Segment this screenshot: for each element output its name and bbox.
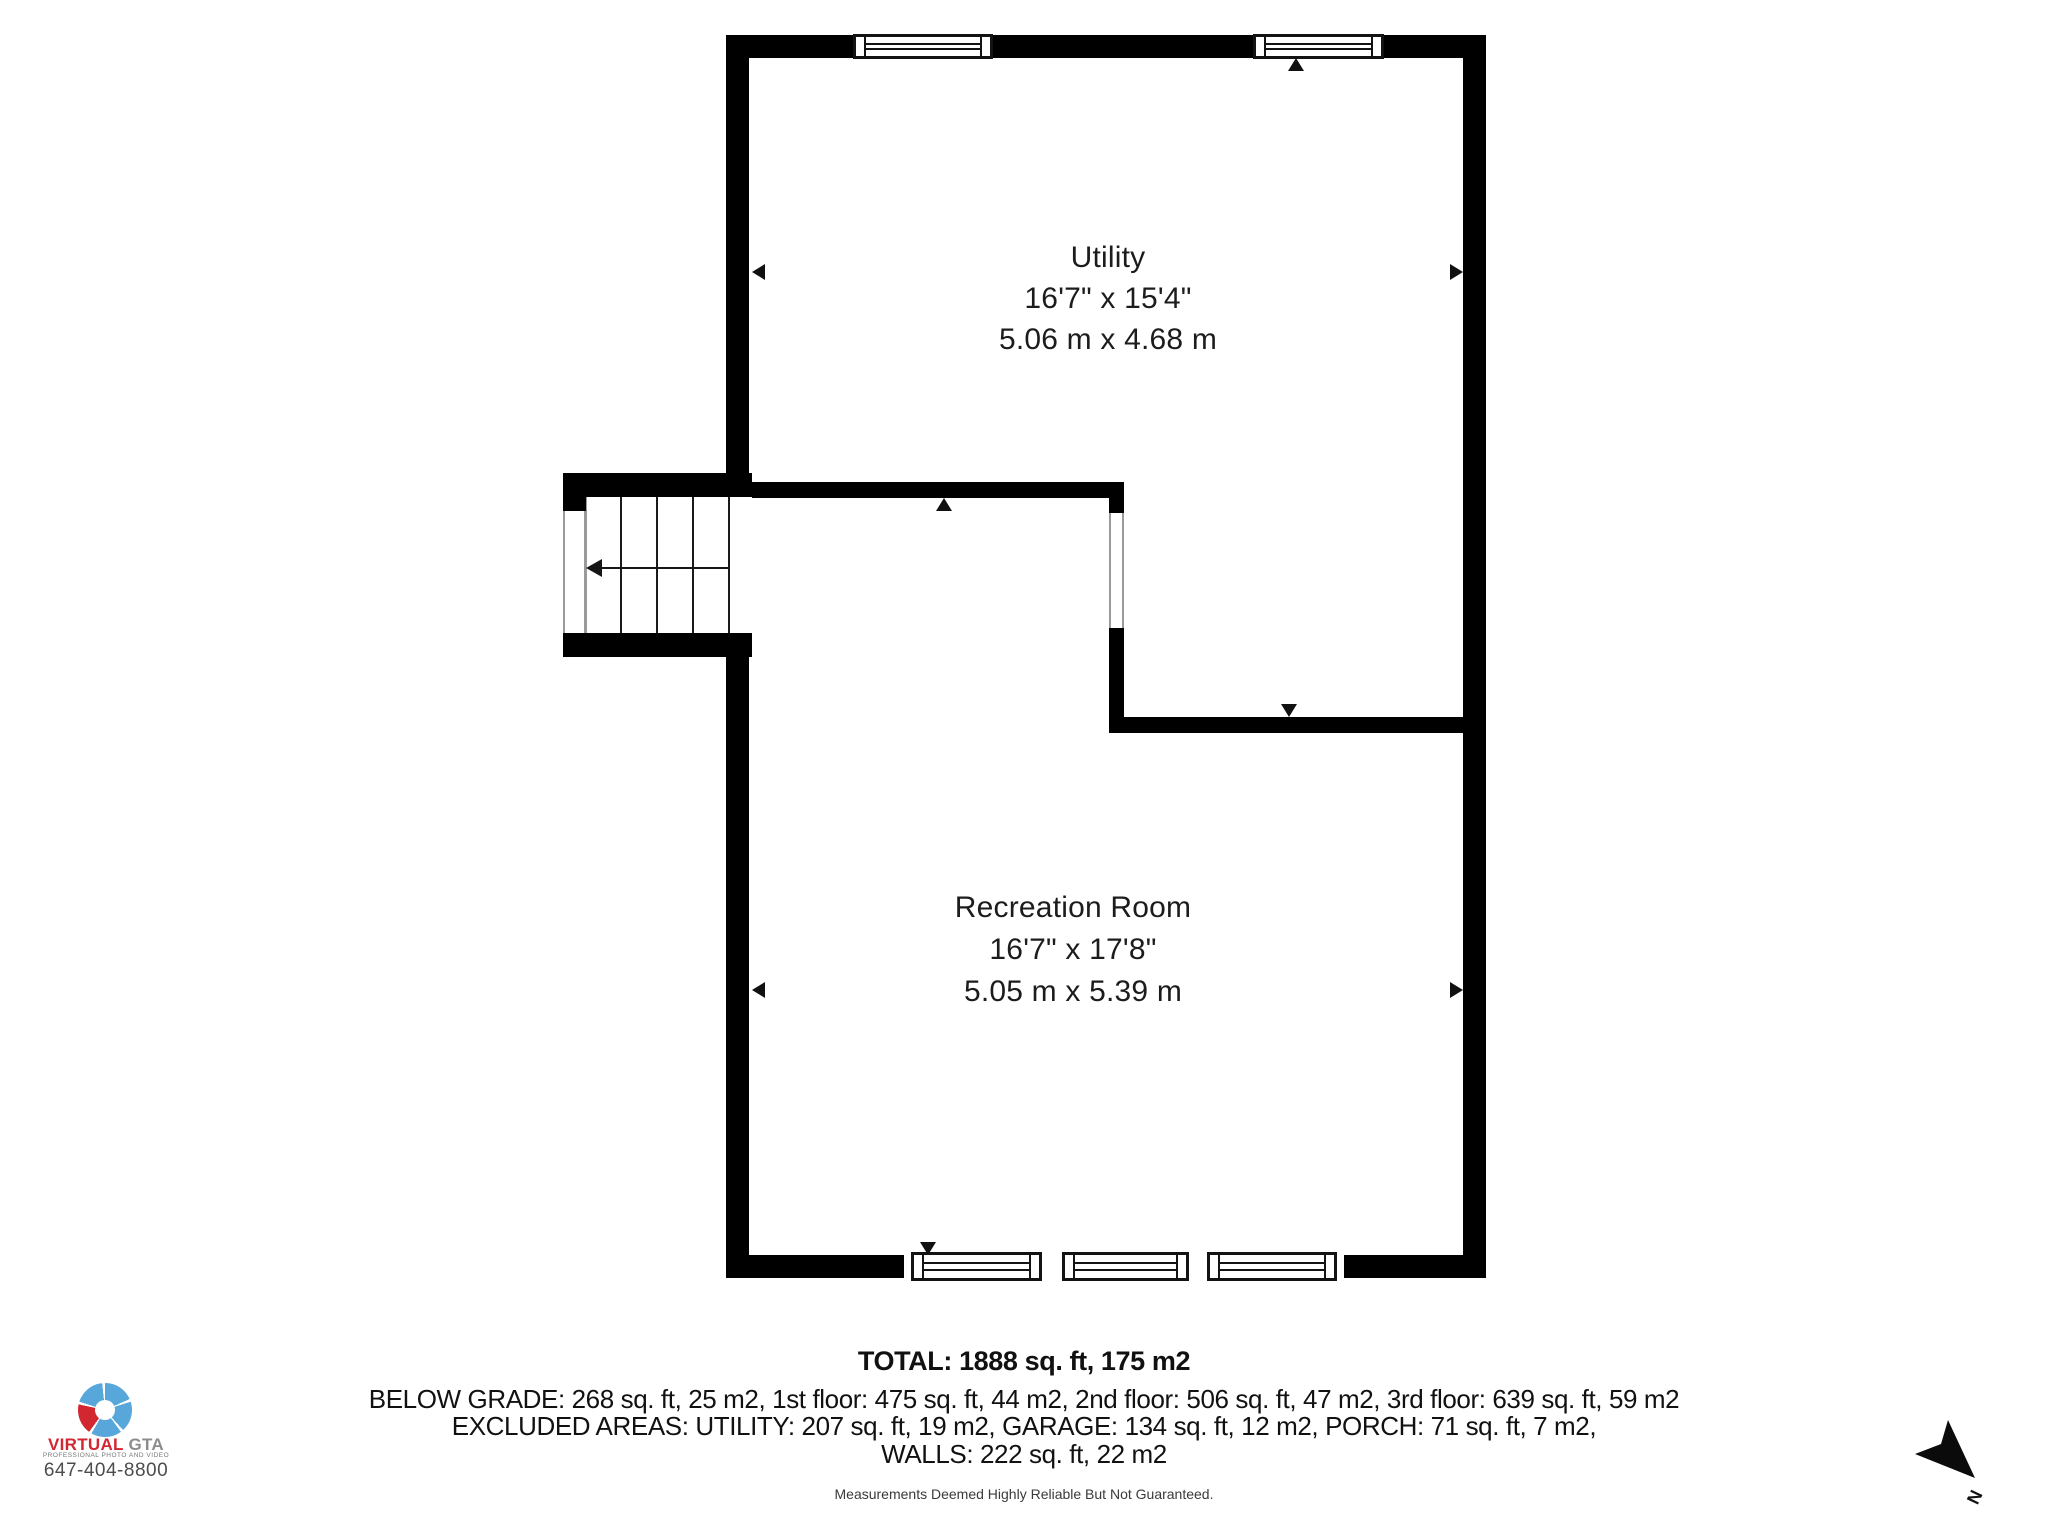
wall-mid-interior [749,482,1124,498]
stair-tread-line [692,497,694,633]
measure-arrow-left-icon [752,982,765,998]
measure-arrow-left-icon [752,264,765,280]
window-glass-line [924,1269,1029,1271]
measure-arrow-right-icon [1450,264,1463,280]
stair-tread-line [656,497,658,633]
measure-arrow-down-icon [1281,704,1297,717]
window-bottom-1 [911,1252,1042,1281]
staircase [586,497,752,633]
room-label-utility [908,237,1308,360]
disclaimer-text: Measurements Deemed Highly Reliable But Not Guaranteed. [834,1486,1214,1502]
below-grade-line: BELOW GRADE: 268 sq. ft, 25 m2, 1st floor: 475 sq. ft, 44 m2, 2nd floor: 506 sq. ft, 47 m2, 3rd floor: 639 sq. ft, 59 m2 [368,1384,1680,1414]
window-frame-line [1073,1255,1075,1278]
window-glass-line [1266,48,1371,50]
door-opening-utility [1109,513,1124,628]
stair-side-window-opening [563,511,586,633]
stair-direction-arrow-icon [586,559,602,577]
wall-stair-bottom [563,633,752,657]
room-dim-metric: 5.06 m x 4.68 m [998,323,1218,356]
room-name: Utility [1070,241,1146,274]
north-label: N [1962,1486,1987,1508]
wall-left-upper [726,35,749,497]
window-glass-line [1075,1269,1176,1271]
total-area-line: TOTAL: 1888 sq. ft, 175 m2 [857,1346,1191,1376]
wall-stair-top [563,473,752,497]
window-bottom-2 [1062,1252,1189,1281]
window-frame-line [864,37,866,56]
window-frame-line [980,37,982,56]
logo-tagline: PROFESSIONAL PHOTO AND VIDEO [42,1452,170,1459]
stair-tread-line [728,497,730,633]
window-glass-line [866,43,980,45]
walls-area-line: WALLS: 222 sq. ft, 22 m2 [881,1439,1167,1469]
window-frame-line [1264,37,1266,56]
window-top-2 [1253,34,1384,59]
logo-brand-primary: VIRTUAL [47,1435,124,1454]
stair-direction-line [602,567,728,569]
window-frame-line [1324,1255,1326,1278]
room-dim-imperial: 16'7" x 15'4" [1024,282,1192,315]
window-glass-line [1220,1269,1324,1271]
measure-arrow-right-icon [1450,982,1463,998]
window-glass-line [924,1262,1029,1264]
measure-arrow-up-icon [936,498,952,511]
window-frame-line [922,1255,924,1278]
window-frame-line [1371,37,1373,56]
room-label-recreation [873,887,1273,1013]
room-name: Recreation Room [954,891,1192,924]
north-arrow-shape [1915,1420,1975,1478]
window-glass-line [1075,1262,1176,1264]
wall-stair-left-stub-top [563,473,586,511]
camera-aperture-logo-icon [78,1383,132,1437]
logo-phone-number: 647-404-8800 [43,1460,169,1481]
window-frame-line [1218,1255,1220,1278]
window-glass-line [1220,1262,1324,1264]
room-dim-imperial: 16'7" x 17'8" [989,933,1157,966]
window-frame-line [1176,1255,1178,1278]
wall-right-exterior [1463,35,1486,1278]
measure-arrow-up-icon [1288,58,1304,71]
window-bottom-3 [1207,1252,1337,1281]
north-arrow-icon [1905,1408,2015,1518]
wall-interior-stub [1109,498,1124,513]
stair-tread-line [620,497,622,633]
wall-left-lower [726,633,749,1278]
window-glass-line [1266,43,1371,45]
window-top-1 [853,34,993,59]
logo-brand-secondary: GTA [128,1435,165,1454]
excluded-areas-line: EXCLUDED AREAS: UTILITY: 207 sq. ft, 19 m2, GARAGE: 134 sq. ft, 12 m2, PORCH: 71 sq. ft, 7 m2, [451,1411,1597,1441]
measure-arrow-down-icon [920,1242,936,1255]
window-frame-line [1029,1255,1031,1278]
room-dim-metric: 5.05 m x 5.39 m [963,975,1183,1008]
window-glass-line [866,48,980,50]
wall-utility-bottom [1109,717,1463,733]
